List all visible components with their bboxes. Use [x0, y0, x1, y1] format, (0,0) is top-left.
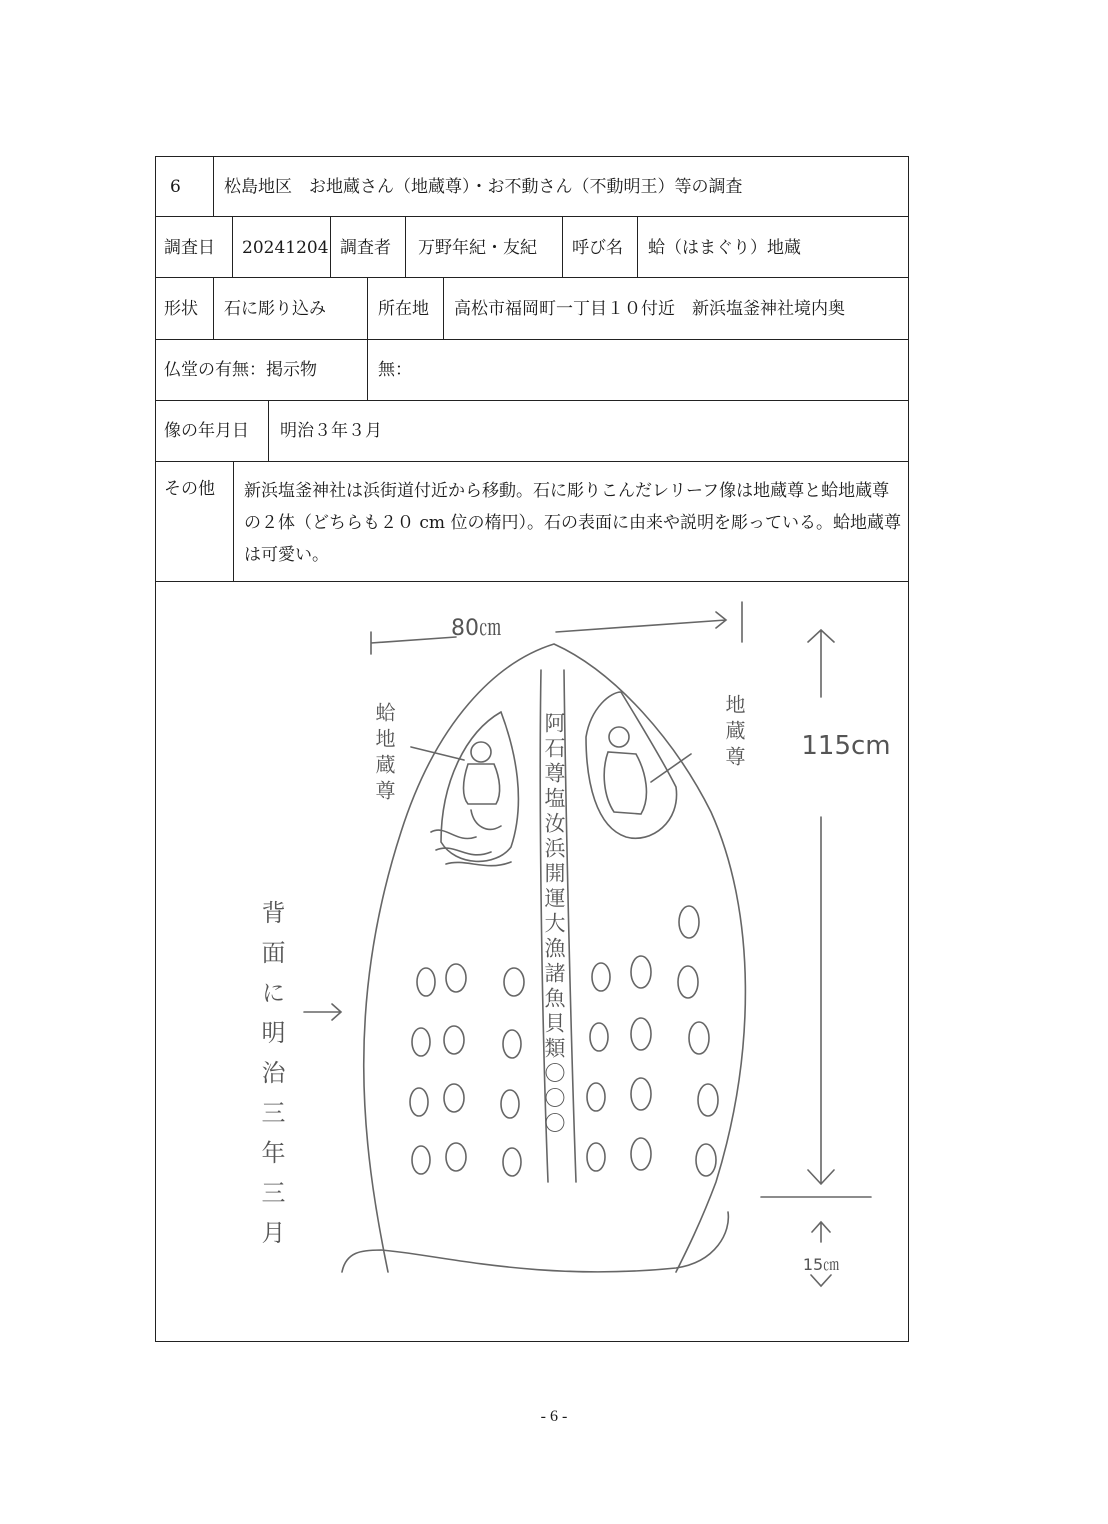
other-label: その他 — [164, 479, 215, 499]
back-note-arrow — [304, 1004, 341, 1020]
page-number: - 6 - — [540, 1408, 568, 1425]
base-dimension — [811, 1222, 831, 1286]
shape-value: 石に彫り込み — [224, 299, 326, 319]
height-label: 115cm — [801, 731, 891, 761]
left-figure-body — [464, 764, 502, 829]
hall-label: 仏堂の有無：掲示物 — [164, 360, 317, 380]
survey-date-label: 調査日 — [164, 238, 215, 258]
right-niche — [586, 692, 677, 838]
stone-base — [342, 1212, 728, 1272]
statue-date-label: 像の年月日 — [164, 421, 249, 441]
left-niche — [441, 712, 518, 861]
right-figure-label: 地蔵尊 — [722, 694, 746, 772]
right-figure-body — [604, 752, 646, 814]
height-dimension — [761, 630, 871, 1197]
width-label: 80㎝ — [451, 616, 501, 641]
statue-date: 明治３年３月 — [280, 421, 382, 441]
left-shells — [410, 964, 524, 1176]
other-text: 新浜塩釜神社は浜街道付近から移動。石に彫りこんだレリーフ像は地蔵尊と蛤地蔵尊の２体（どちらも２０ cm 位の楕円）。石の表面に由来や説明を彫っている。蛤地蔵尊は可愛い。 — [244, 481, 901, 565]
location-label: 所在地 — [378, 299, 429, 319]
survey-date: 20241204 — [242, 238, 329, 258]
center-inscription: 阿石尊塩汝浜開運大漁諸魚貝類〇〇〇 — [542, 712, 566, 1137]
right-shells — [587, 906, 718, 1176]
surveyor: 万野年紀・友紀 — [418, 238, 537, 258]
form-number: 6 — [170, 177, 181, 197]
back-note: 背面に明治三年三月 — [257, 900, 285, 1260]
hall-value: 無： — [378, 360, 412, 380]
common-name: 蛤（はまぐり）地蔵 — [648, 238, 801, 258]
right-figure-head — [609, 727, 629, 747]
left-figure-head — [471, 742, 491, 762]
survey-form — [155, 156, 909, 1342]
width-dimension — [371, 602, 742, 654]
left-figure-label: 蛤地蔵尊 — [372, 702, 396, 806]
base-label: 15㎝ — [802, 1255, 840, 1274]
location-value: 高松市福岡町一丁目１０付近 新浜塩釜神社境内奥 — [454, 299, 845, 319]
stone-sketch — [156, 582, 907, 1340]
surveyor-label: 調査者 — [340, 238, 391, 258]
shape-label: 形状 — [164, 299, 198, 319]
form-title: 松島地区 お地蔵さん（地蔵尊）・お不動さん（不動明王）等の調査 — [224, 177, 743, 197]
common-name-label: 呼び名 — [572, 238, 623, 258]
